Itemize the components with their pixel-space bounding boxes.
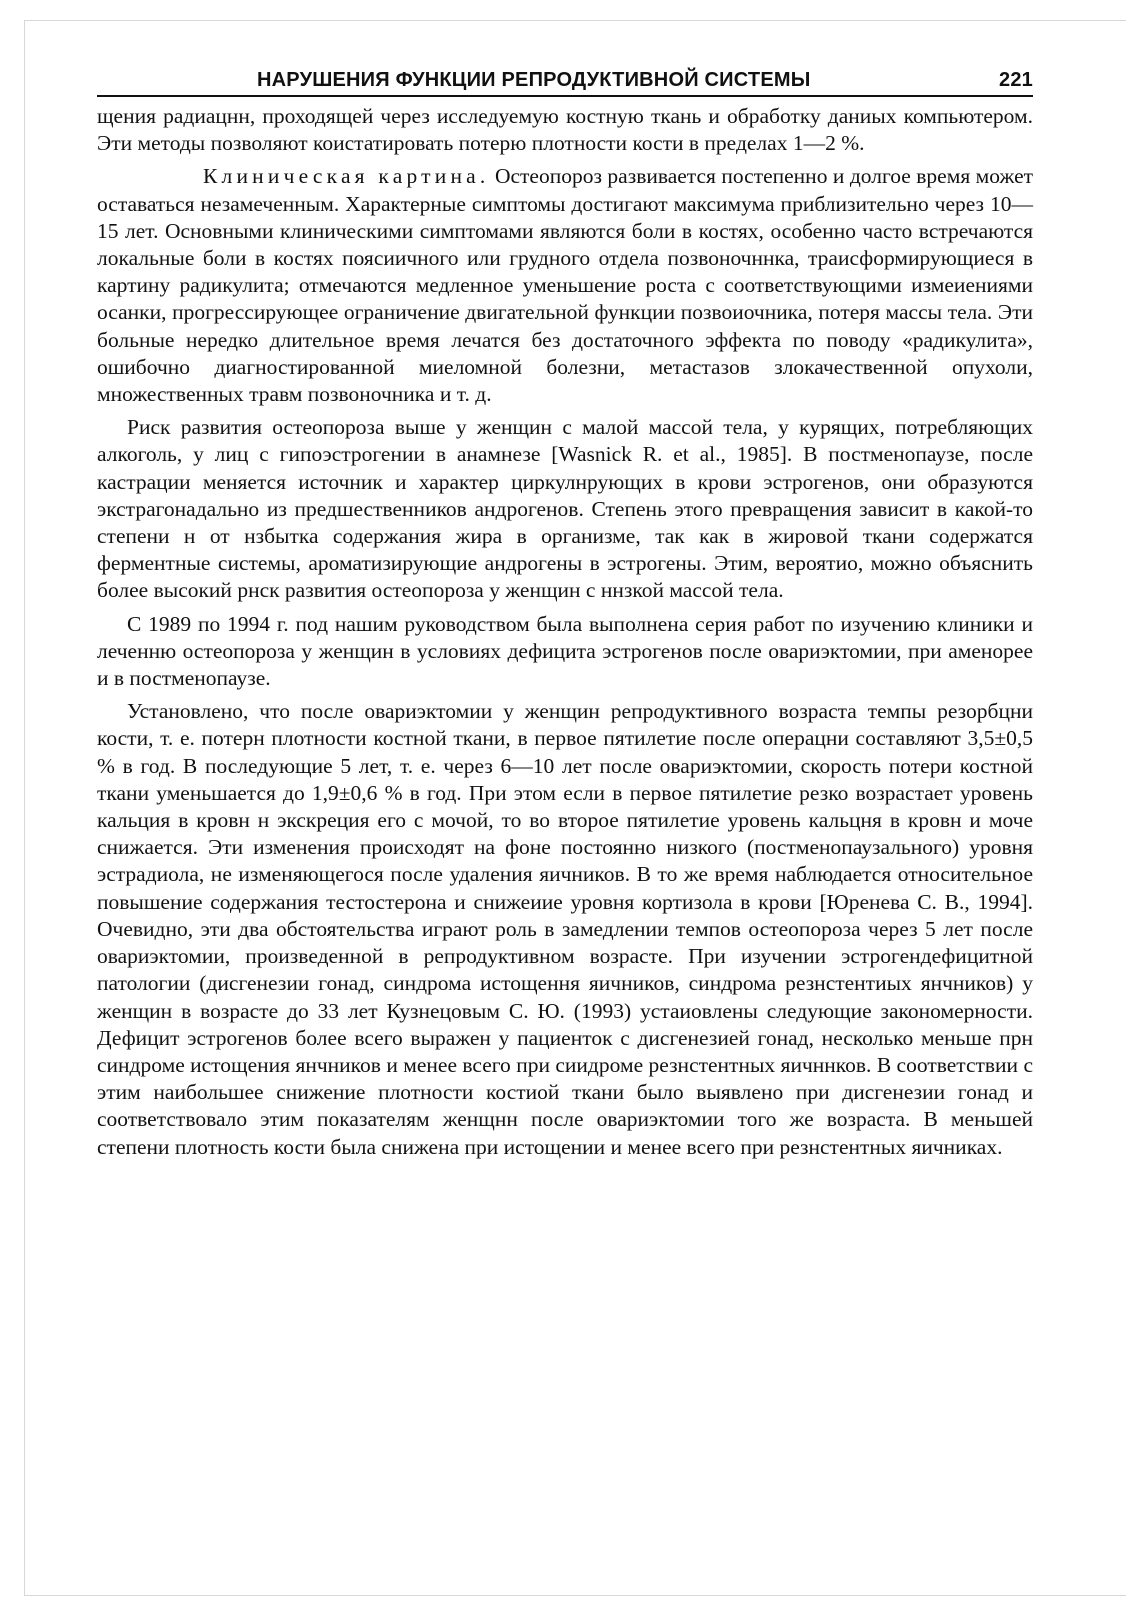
paragraph-4: С 1989 по 1994 г. под нашим руководством была выполнена серия работ по изучению клиники и леченню остеопороза у женщин в условиях дефицита эстрогенов после овариэктомии, при аменорее и в постменопаузе.	[97, 611, 1033, 691]
page-number: 221	[999, 69, 1033, 91]
paragraph-5: Установлено, что после овариэктомии у женщин репродуктивного возраста темпы резорбцни кости, т. е. потерн плотности костной ткани, в первое пятилетие после операцни составляют 3,5±0,5 % в год. В последующие 5 лет, т. е. через 6—10 лет после овариэктомии, скорость потери костной ткани уменьшается до 1,9±0,6 % в год. При этом если в первое пятилетие резко возрастает уровень кальция в кровн н экскреция его с мочой, то во второе пятилетие уровень кальцня в кровн и моче снижается. Эти изменения происходят на фоне постоянно низкого (постменопаузального) уровня эстрадиола, не изменяющегося после удаления яичников. В то же время наблюдается относительное повышение содержания тестостерона и снижеиие уровня кортизола в крови [Юренева С. В., 1994]. Очевидно, эти два обстоятельства играют роль в замедлении темпов остеопороза через 5 лет после овариэктомии, произведенной в репродуктивном возрасте. При изучении эстрогендефицитной патологии (дисгенезии гонад, синдрома истощення яичников, синдрома резнстентиых янчников) у женщин в возрасте до 33 лет Кузнецовым С. Ю. (1993) устаиовлены следующие закономерности. Дефицит эстрогенов более всего выражен у пациенток с дисгенезией гонад, несколько меньше прн синдроме истощения янчников и менее всего при сиидроме резнстентных яичннков. В соответствии с этим наибольшее снижение плотности костиой ткани было выявлено при дисгенезии гонад и соответствовало этим показателям женщнн после овариэктомии того же возраста. В меньшей степени плотность кости была снижена при истощении и менее всего при резнстентных яичниках.	[97, 699, 1033, 1159]
section-heading: Клиническая картина.	[203, 164, 490, 189]
paragraph-3: Риск развития остеопороза выше у женщин с малой массой тела, у курящих, потребляющих алкоголь, у лиц с гипоэстрогении в анамнезе [Wasnick R. et al., 1985]. В постменопаузе, после кастрации меняется источник и характер циркулнрующих в крови эстрогенов, они образуются экстрагонадально из предшественников андрогенов. Степень этого превращения зависит в какой-то степени н от нзбытка содержания жира в организме, так как в жировой ткани содержатся ферментные системы, ароматизирующие андрогены в эстрогены. Этим, вероятио, можно объяснить более высокий рнск развития остеопороза у женщин с ннзкой массой тела.	[97, 415, 1033, 603]
paragraph-2	[97, 163, 1033, 408]
page-sheet	[24, 20, 1126, 1596]
running-header	[97, 65, 1033, 97]
body-text	[97, 103, 1033, 1161]
book-page	[97, 65, 1033, 1167]
paragraph-2-text: Остеопороз развивается постепенно и долгое время может оставаться незамеченным. Характерные симптомы достигают максимума приблизительно через 10—15 лет. Основными клиническими симптомами являются боли в костях, особенно часто встречаются локальные боли в костях поясиичного или грудного отдела позвоночннка, траисформирующиеся в картину радикулита; отмечаются медленное уменьшение роста с соответствующими измеиениями осанки, прогрессирующее ограничение двигательной функции позвоиочника, потеря массы тела. Эти больные нередко длительное время лечатся без достаточного эффекта по поводу «радикулита», ошибочно диагностированной миеломной болезни, метастазов злокачественной опухоли, множественных травм позвоночника и т. д.	[97, 164, 1034, 407]
chapter-title: НАРУШЕНИЯ ФУНКЦИИ РЕПРОДУКТИВНОЙ СИСТЕМЫ	[257, 69, 811, 91]
paragraph-1: щения радиацнн, проходящей через исследуемую костную ткань и обработку даниых компьютером. Эти методы позволяют коистатировать потерю плотности кости в пределах 1—2 %.	[97, 104, 1033, 156]
